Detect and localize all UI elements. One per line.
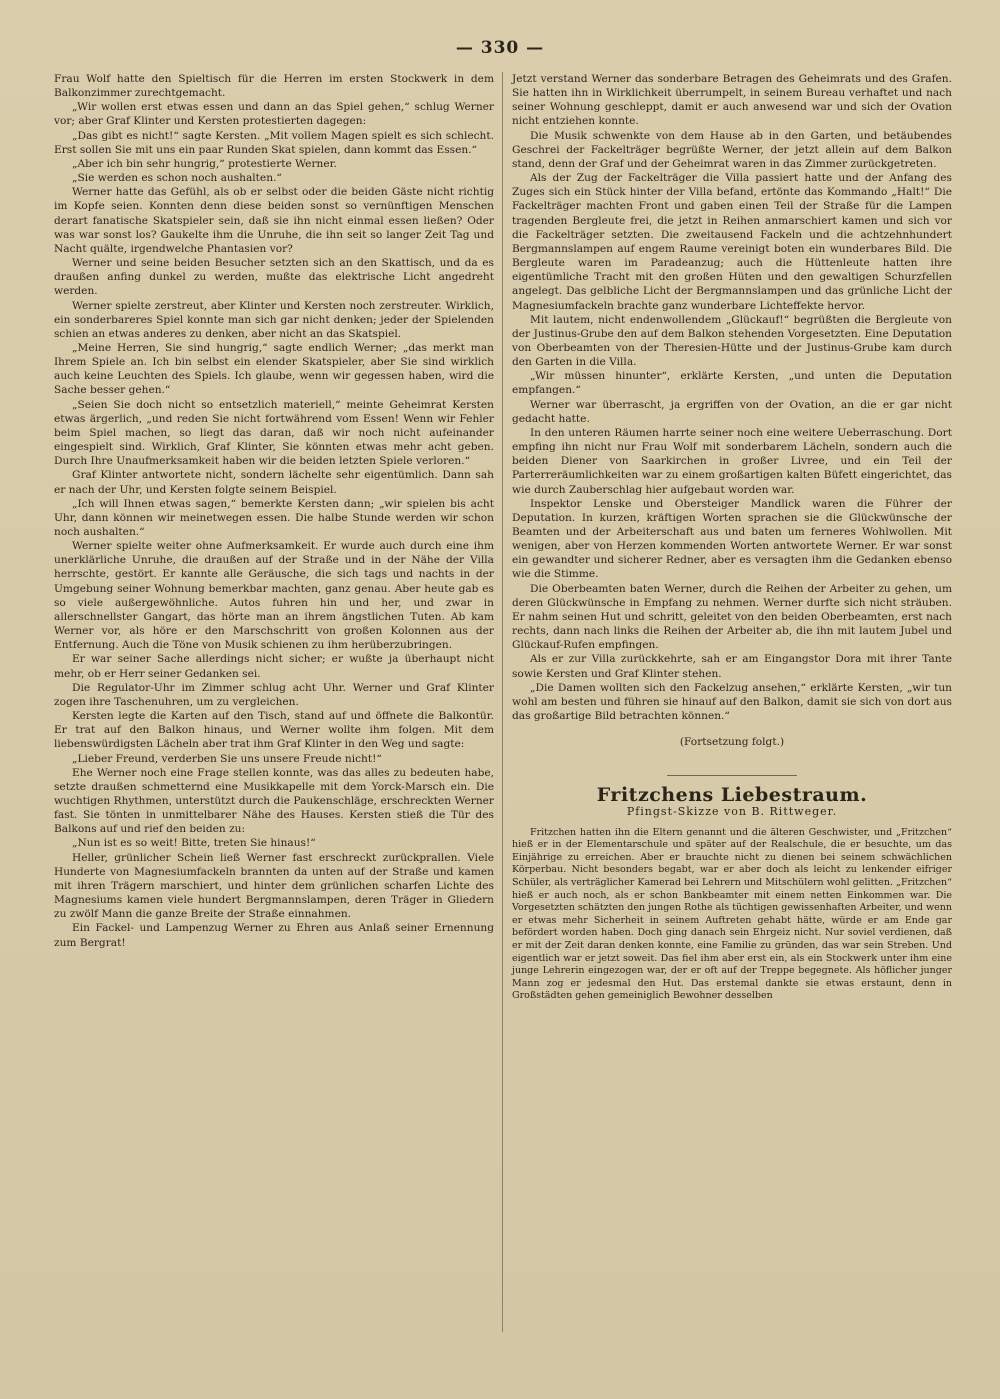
paragraph: Ein Fackel- und Lampenzug Werner zu Ehren aus Anlaß seiner Ernennung zum Bergrat! bbox=[54, 922, 494, 949]
paragraph: „Wir müssen hinunter“, erklärte Kersten, „und unten die Deputation empfangen.“ bbox=[512, 370, 952, 397]
paragraph: „Die Damen wollten sich den Fackelzug ansehen,“ erklärte Kersten, „wir tun wohl am besten und führen sie hinauf auf den Balkon, damit sie sich von dort aus das großartige Bild betrachten können.“ bbox=[512, 681, 952, 723]
paragraph: „Wir wollen erst etwas essen und dann an das Spiel gehen,“ schlug Werner vor; aber Graf Klinter und Kersten protestierten dagegen: bbox=[54, 101, 494, 128]
paragraph: „Seien Sie doch nicht so entsetzlich materiell,“ meinte Geheimrat Kersten etwas ärgerlich, „und reden Sie nicht fortwährend vom Essen! Wenn wir Fehler beim Spiel machen, so liegt das daran, daß wir noch nicht aufeinander eingespielt sind. Wirklich, Graf Klinter, Sie könnten etwas mehr acht geben. Durch Ihre Unaufmerksamkeit haben wir die beiden letzten Spiele verloren.“ bbox=[54, 398, 494, 468]
paragraph: Werner spielte zerstreut, aber Klinter und Kersten noch zerstreuter. Wirklich, ein sonderbareres Spiel konnte man sich gar nicht denken; jeder der Spielenden schien an etwas anderes zu denken, aber nicht an das Skatspiel. bbox=[54, 299, 494, 340]
story-paragraph: Fritzchen hatten ihn die Eltern genannt und die älteren Geschwister, und „Fritzchen“ hieß er in der Elementarschule und später auf der Realschule, die er besuchte, um das Einjährige zu erreichen. Aber er brauchte nicht zu dienen bei seinem schwächlichen Körperbau. Nicht besonders begabt, war er aber doch als leicht zu lenkender eifriger Schüler, als verträglicher Kamerad bei Lehrern und Mitschülern wohl gelitten. „Fritzchen“ hieß er auch noch, als er schon Bankbeamter mit einem netten Einkommen war. Die Vorgesetzten schätzten den jungen Rothe als tüchtigen gewissenhaften Arbeiter, und wenn er etwas mehr Sicherheit in seinem Auftreten gehabt hätte, würde er am Ende gar befördert worden haben. Doch ging danach sein Ehrgeiz nicht. Nur soviel verdienen, daß er mit der Zeit daran denken konnte, eine Familie zu gründen, das war sein Streben. Und eigentlich war er jetzt soweit. Das fiel ihm aber erst ein, als ein Stockwerk unter ihm eine junge Lehrerin eingezogen war, der er oft auf der Treppe begegnete. Als höflicher junger Mann zog er jedesmal den Hut. Das erstemal dankte sie etwas erstaunt, denn in Großstädten gehen gemeiniglich Bewohner desselben bbox=[512, 826, 952, 1002]
paragraph: Werner hatte das Gefühl, als ob er selbst oder die beiden Gäste nicht richtig im Kopfe seien. Konnten denn diese beiden sonst so vernünftigen Menschen derart fanatische Skatspieler sein, daß sie ihn nicht einmal essen ließen? Oder was war sonst los? Gaukelte ihm die Unruhe, die ihn seit so langer Zeit Tag und Nacht quälte, irgendwelche Phantasien vor? bbox=[54, 186, 494, 255]
page-number: — 330 — bbox=[455, 38, 545, 58]
paragraph: „Sie werden es schon noch aushalten.“ bbox=[72, 172, 282, 185]
paragraph: Werner spielte weiter ohne Aufmerksamkeit. Er wurde auch durch eine ihm unerklärliche Unruhe, die draußen auf der Straße und in der Nähe der Villa herrschte, gestört. Er kannte alle Geräusche, die sich tags und nachts in der Umgebung seiner Wohnung bemerkbar machten, ganz genau. Aber heute gab es so viele außergewöhnliche. Autos fuhren hin und her, und zwar in allerschnellster Gangart, das hörte man an ihrem ängstlichen Tuten. Ab kam Werner vor, als höre er den Marschschritt von großen Kolonnen aus der Entfernung. Auch die Töne von Musik schienen zu ihm herüberzubringen. bbox=[54, 540, 494, 652]
paragraph: Werner und seine beiden Besucher setzten sich an den Skattisch, und da es draußen anfing dunkel zu werden, mußte das elektrische Licht angedreht werden. bbox=[54, 257, 494, 298]
paragraph: In den unteren Räumen harrte seiner noch eine weitere Ueberraschung. Dort empfing ihn nicht nur Frau Wolf mit sonderbarem Lächeln, sondern auch die beiden Diener von Saarkirchen in großer Livree, und ein Teil der Parterreräumlichkeiten war zu einem großartigen kalten Büfett eingerichtet, das wie durch Zauberschlag hier aufgebaut worden war. bbox=[512, 426, 952, 496]
left-column bbox=[54, 72, 494, 950]
paragraph: Frau Wolf hatte den Spieltisch für die Herren im ersten Stockwerk in dem Balkonzimmer zurechtgemacht. bbox=[54, 73, 494, 100]
story-title: Fritzchens Liebestraum. bbox=[596, 784, 868, 807]
column-divider bbox=[502, 72, 503, 1332]
paragraph: „Nun ist es so weit! Bitte, treten Sie hinaus!“ bbox=[72, 837, 316, 850]
paragraph: „Ich will Ihnen etwas sagen,“ bemerkte Kersten dann; „wir spielen bis acht Uhr, dann können wir meinetwegen essen. Die halbe Stunde werden wir schon noch aushalten.“ bbox=[54, 497, 494, 538]
paragraph: Er war seiner Sache allerdings nicht sicher; er wußte ja überhaupt nicht mehr, ob er Herr seiner Gedanken sei. bbox=[54, 653, 494, 680]
paragraph: Heller, grünlicher Schein ließ Werner fast erschreckt zurückprallen. Viele Hunderte von Magnesiumfackeln brannten da unten auf der Straße und kamen mit ihren Trägern marschiert, und hinter dem grünlichen scharfen Lichte des Magnesiums kamen viele hundert Bergmannslampen, deren Träger in Gliedern zu zwölf Mann die ganze Breite der Straße einnahmen. bbox=[54, 851, 494, 921]
paragraph: „Das gibt es nicht!“ sagte Kersten. „Mit vollem Magen spielt es sich schlecht. Erst sollen Sie mit uns ein paar Runden Skat spielen, dann kommt das Essen.“ bbox=[54, 129, 494, 156]
paragraph: Die Musik schwenkte von dem Hause ab in den Garten, und betäubendes Geschrei der Fackelträger begrüßte Werner, der jetzt allein auf dem Balkon stand, denn der Graf und der Geheimrat waren in das Zimmer zurückgetreten. bbox=[512, 129, 952, 170]
paragraph: Ehe Werner noch eine Frage stellen konnte, was das alles zu bedeuten habe, setzte draußen schmetternd eine Musikkapelle mit dem Yorck-Marsch ein. Die wuchtigen Rhythmen, unterstützt durch die Paukenschläge, erschreckten Werner fast. Sie tönten in unmittelbarer Nähe des Hauses. Kersten stieß die Tür des Balkons auf und rief den beiden zu: bbox=[54, 766, 494, 836]
paragraph: Als er zur Villa zurückkehrte, sah er am Eingangstor Dora mit ihrer Tante sowie Kersten und Graf Klinter stehen. bbox=[512, 653, 952, 680]
paragraph: Kersten legte die Karten auf den Tisch, stand auf und öffnete die Balkontür. Er trat auf den Balkon hinaus, und Werner wollte ihm folgen. Mit dem liebenswürdigsten Lächeln aber trat ihm Graf Klinter in den Weg und sagte: bbox=[54, 710, 494, 751]
paragraph: Mit lautem, nicht endenwollendem „Glückauf!“ begrüßten die Bergleute von der Justinus-Grube den auf dem Balkon stehenden Vorgesetzten. Eine Deputation von Oberbeamten von der Theresien-Hütte und der Justinus-Grube kam durch den Garten in die Villa. bbox=[512, 313, 952, 369]
paragraph: Die Oberbeamten baten Werner, durch die Reihen der Arbeiter zu gehen, um deren Glückwünsche in Empfang zu nehmen. Werner durfte sich nicht sträuben. Er nahm seinen Hut und schritt, geleitet von den beiden Oberbeamten, erst nach rechts, dann nach links die Reihen der Arbeiter ab, die ihn mit lautem Jubel und Glückauf-Rufen empfingen. bbox=[512, 582, 952, 652]
paragraph: „Lieber Freund, verderben Sie uns unsere Freude nicht!“ bbox=[72, 752, 382, 765]
story-separator bbox=[667, 775, 797, 776]
paragraph: „Aber ich bin sehr hungrig,“ protestierte Werner. bbox=[72, 157, 337, 170]
paragraph: „Meine Herren, Sie sind hungrig,“ sagte endlich Werner; „das merkt man Ihrem Spiele an. Ich bin selbst ein elender Skatspieler, aber Sie sind wirklich auch keine Leuchten des Spiels. Ich glaube, wenn wir gegessen haben, wird die Sache besser gehen.“ bbox=[54, 341, 494, 397]
paragraph: Werner war überrascht, ja ergriffen von der Ovation, an die er gar nicht gedacht hatte. bbox=[512, 398, 952, 425]
paragraph: Inspektor Lenske und Obersteiger Mandlick waren die Führer der Deputation. In kurzen, kräftigen Worten sprachen sie die Glückwünsche der Beamten und der Arbeiterschaft aus und baten um ferneres Wohlwollen. Mit wenigen, aber von Herzen kommenden Worten antwortete Werner. Er war sonst ein gewandter und sicherer Redner, aber es versagten ihm die Gedanken ebenso wie die Stimme. bbox=[512, 497, 952, 581]
paragraph: Die Regulator-Uhr im Zimmer schlug acht Uhr. Werner und Graf Klinter zogen ihre Taschenuhren, um zu vergleichen. bbox=[54, 681, 494, 708]
right-column bbox=[512, 72, 952, 1003]
story-subtitle: Pfingst-Skizze von B. Rittweger. bbox=[626, 804, 838, 818]
paragraph: Als der Zug der Fackelträger die Villa passiert hatte und der Anfang des Zuges sich ein Stück hinter der Villa befand, ertönte das Kommando „Halt!“ Die Fackelträger machten Front und gaben einen Teil der Straße für die Lampen tragenden Bergleute frei, die jetzt in Reihen anmarschiert kamen und sich vor die Fackelträger setzten. Die zweitausend Fackeln und die achtzehnhundert Bergmannslampen auf engem Raume vereinigt boten ein wunderbares Bild. Die Bergleute waren im Paradeanzug; auch die Hüttenleute hatten ihre eigentümliche Tracht mit den großen Hüten und den gewaltigen Schurzfellen angelegt. Das gelbliche Licht der Bergmannslampen und das grünliche Licht der Magnesiumfackeln brachte ganz wunderbare Lichteffekte hervor. bbox=[512, 172, 952, 312]
paragraph: Jetzt verstand Werner das sonderbare Betragen des Geheimrats und des Grafen. Sie hatten ihn in Wirklichkeit überrumpelt, in seinem Bureau verhaftet und nach seiner Wohnung geschleppt, damit er auch anwesend war und sich der Ovation nicht entziehen konnte. bbox=[512, 73, 952, 128]
paragraph: Graf Klinter antwortete nicht, sondern lächelte sehr eigentümlich. Dann sah er nach der Uhr, und Kersten folgte seinem Beispiel. bbox=[54, 469, 494, 496]
continued-note: (Fortsetzung folgt.) bbox=[679, 736, 785, 749]
